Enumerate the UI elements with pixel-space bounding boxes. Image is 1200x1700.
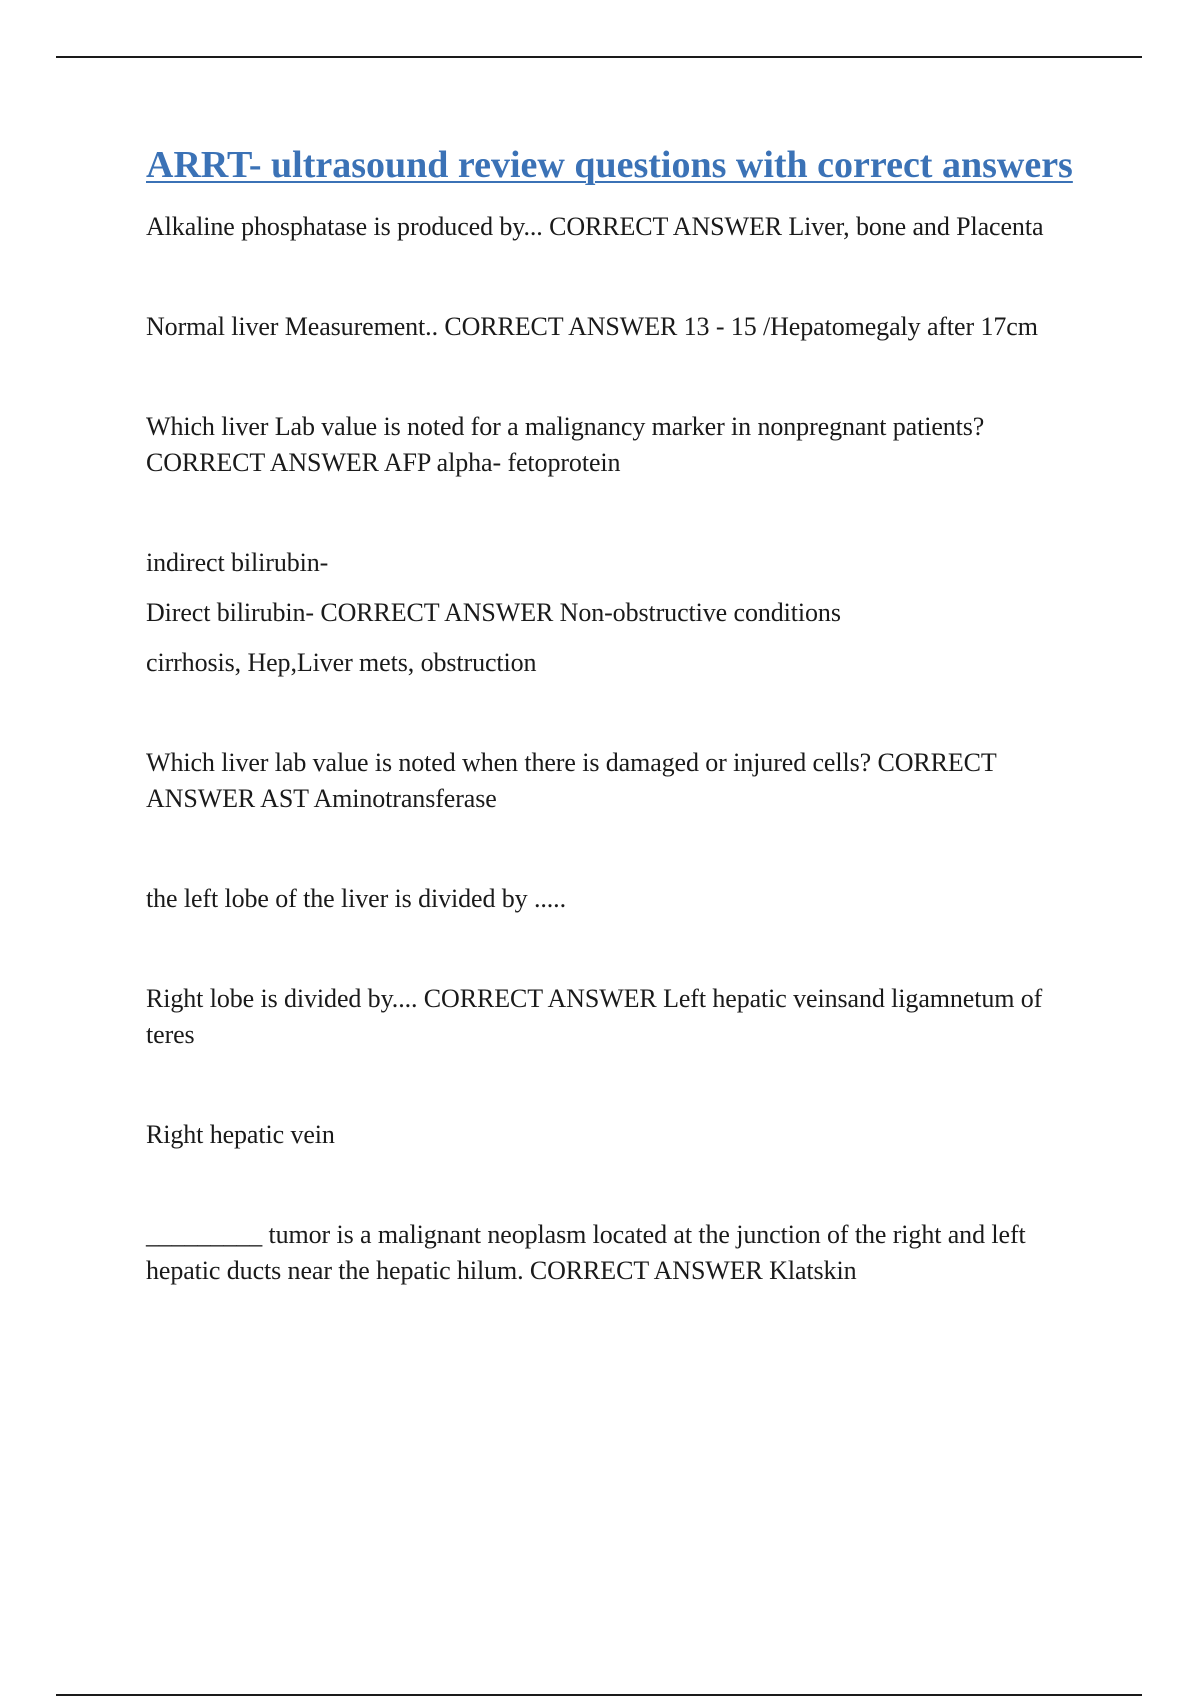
qa-paragraph: Which liver lab value is noted when there is damaged or injured cells? CORRECT ANSWER AST Aminotransferase	[146, 748, 997, 813]
qa-paragraph: Normal liver Measurement.. CORRECT ANSWER 13 - 15 /Hepatomegaly after 17cm	[146, 312, 1038, 341]
qa-paragraph: cirrhosis, Hep,Liver mets, obstruction	[146, 648, 537, 677]
qa-paragraph: _________ tumor is a malignant neoplasm located at the junction of the right and left hepatic ducts near the hepatic hilum. CORRECT ANSWER Klatskin	[146, 1220, 1026, 1285]
document-title[interactable]: ARRT- ultrasound review questions with correct answers	[146, 144, 1073, 186]
footer-rule	[56, 1694, 1142, 1696]
qa-paragraph: indirect bilirubin-	[146, 548, 329, 577]
header-rule	[56, 56, 1142, 58]
qa-paragraph: Right lobe is divided by.... CORRECT ANSWER Left hepatic veinsand ligamnetum of teres	[146, 984, 1043, 1049]
qa-paragraph: Right hepatic vein	[146, 1120, 335, 1149]
qa-paragraph: Direct bilirubin- CORRECT ANSWER Non-obstructive conditions	[146, 598, 841, 627]
qa-paragraph: Which liver Lab value is noted for a malignancy marker in nonpregnant patients? CORRECT ANSWER AFP alpha- fetoprotein	[146, 412, 985, 477]
qa-paragraph: the left lobe of the liver is divided by .....	[146, 884, 566, 913]
document-page	[146, 140, 1086, 1289]
qa-paragraph: Alkaline phosphatase is produced by... CORRECT ANSWER Liver, bone and Placenta	[146, 212, 1044, 241]
